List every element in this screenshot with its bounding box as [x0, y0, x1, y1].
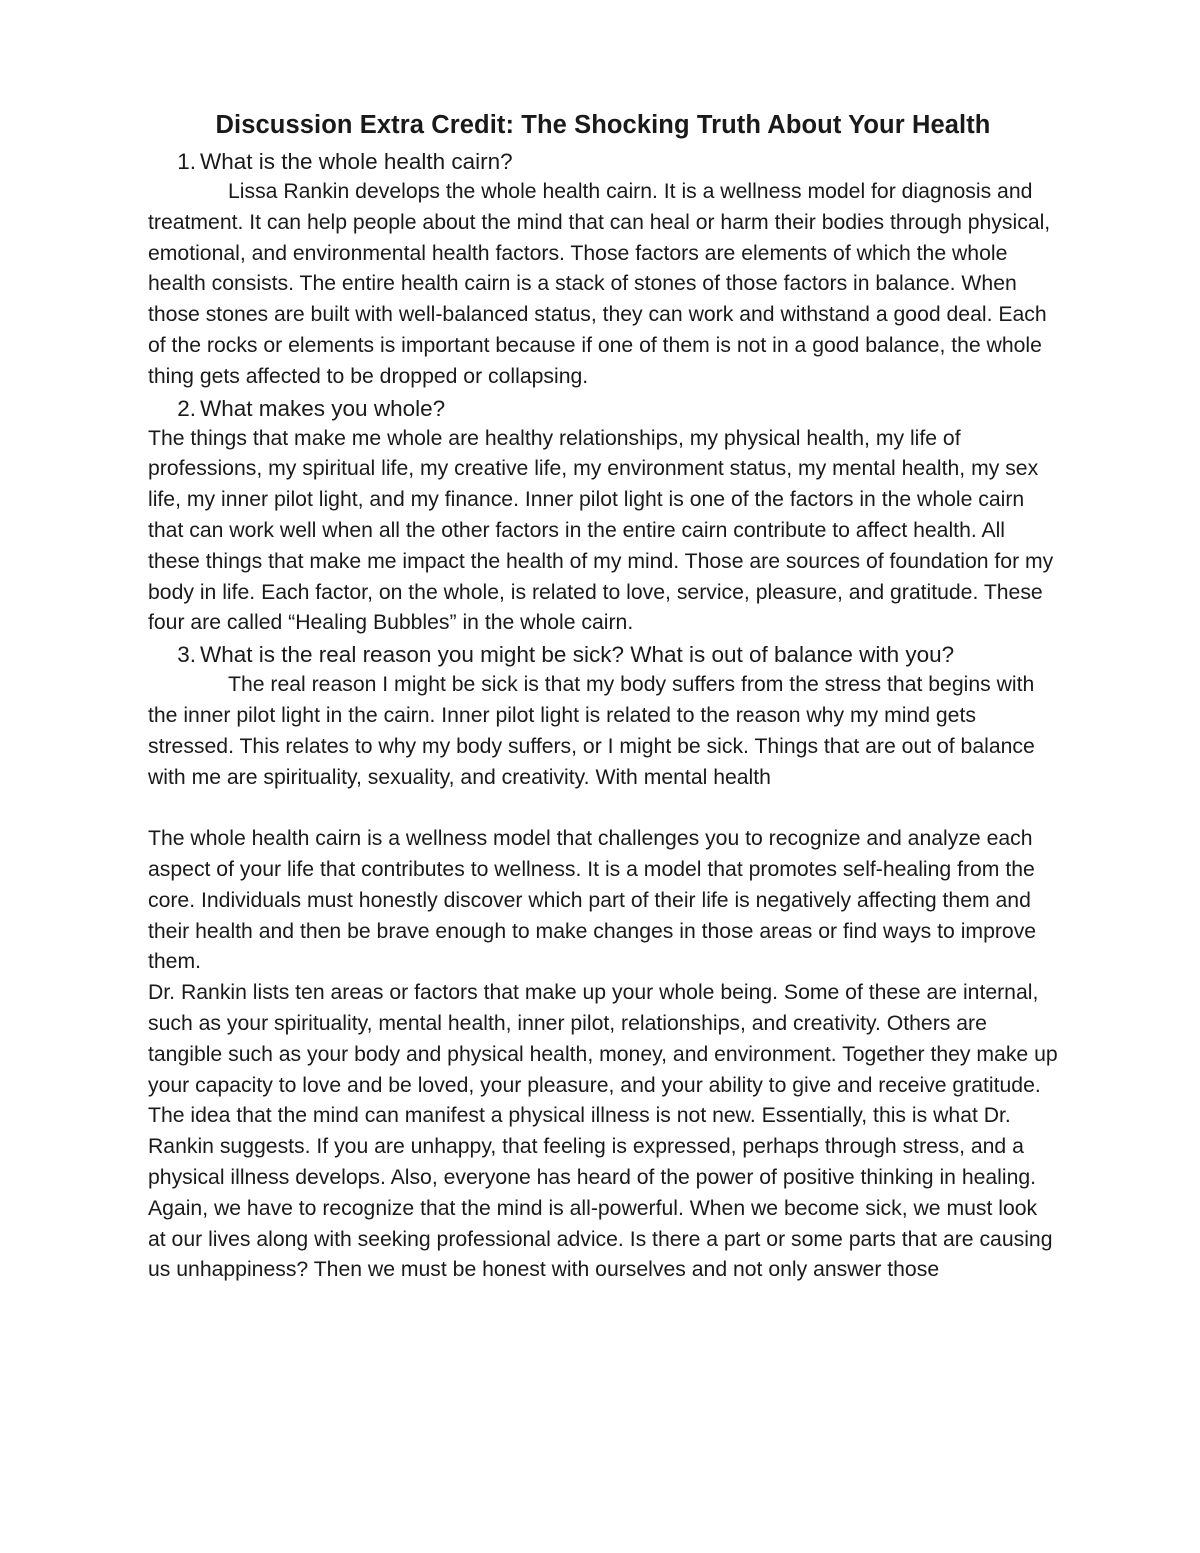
answer-3: The real reason I might be sick is that my body suffers from the stress that begins with the inner pilot light in the cairn. Inner pilot light is related to the reason why my mind gets stressed. This relates to why my body suffers, or I might be sick. Things that are out of balance with me are spirituality, sexuality, and creativity. With mental health — [148, 673, 1035, 789]
question-1-number: 1. — [177, 149, 196, 174]
paragraph-2: Dr. Rankin lists ten areas or factors that make up your whole being. Some of these are internal, such as your spirituality, mental health, inner pilot, relationships, and creativity. Others are tangible such as your body and physical health, money, and environment. Together they make up your capacity to love and be loved, your pleasure, and your ability to give and receive gratitude. — [148, 981, 1058, 1097]
question-2-number: 2. — [177, 395, 196, 421]
question-2 — [148, 393, 1058, 424]
document-title: Discussion Extra Credit: The Shocking Truth About Your Health — [215, 111, 991, 139]
paragraph-3: The idea that the mind can manifest a physical illness is not new. Essentially, this is what Dr. Rankin suggests. If you are unhappy, that feeling is expressed, perhaps through stress, and a physical illness develops. Also, everyone has heard of the power of positive thinking in healing. Again, we have to recognize that the mind is all-powerful. When we become sick, we must look at our lives along with seeking professional advice. Is there a part or some parts that are causing us unhappiness? Then we must be honest with ourselves and not only answer those — [148, 1104, 1053, 1282]
question-2-text: What makes you whole? — [200, 395, 446, 421]
question-1 — [148, 146, 1058, 177]
blank-line — [148, 793, 1058, 824]
question-3-text: What is the real reason you might be sick? What is out of balance with you? — [200, 642, 955, 668]
question-1-text: What is the whole health cairn? — [200, 149, 513, 174]
paragraph-1: The whole health cairn is a wellness model that challenges you to recognize and analyze each aspect of your life that contributes to wellness. It is a model that promotes self-healing from the core. Individuals must honestly discover which part of their life is negatively affecting them and their health and then be brave enough to make changes in those areas or find ways to improve them. — [148, 827, 1037, 974]
document-page — [148, 106, 1058, 1286]
question-3-number: 3. — [177, 642, 196, 668]
question-3 — [148, 639, 1058, 670]
answer-1: Lissa Rankin develops the whole health cairn. It is a wellness model for diagnosis and treatment. It can help people about the mind that can heal or harm their bodies through physical, emotional, and environmental health factors. Those factors are elements of which the whole health consists. The entire health cairn is a stack of stones of those factors in balance. When those stones are built with well-balanced status, they can work and withstand a good deal. Each of the rocks or elements is important because if one of them is not in a good balance, the whole thing gets affected to be dropped or collapsing. — [148, 180, 1051, 388]
answer-2: The things that make me whole are healthy relationships, my physical health, my life of professions, my spiritual life, my creative life, my environment status, my mental health, my sex life, my inner pilot light, and my finance. Inner pilot light is one of the factors in the whole cairn that can work well when all the other factors in the entire cairn contribute to affect health. All these things that make me impact the health of my mind. Those are sources of foundation for my body in life. Each factor, on the whole, is related to love, service, pleasure, and gratitude. These four are called “Healing Bubbles” in the whole cairn. — [148, 426, 1054, 635]
